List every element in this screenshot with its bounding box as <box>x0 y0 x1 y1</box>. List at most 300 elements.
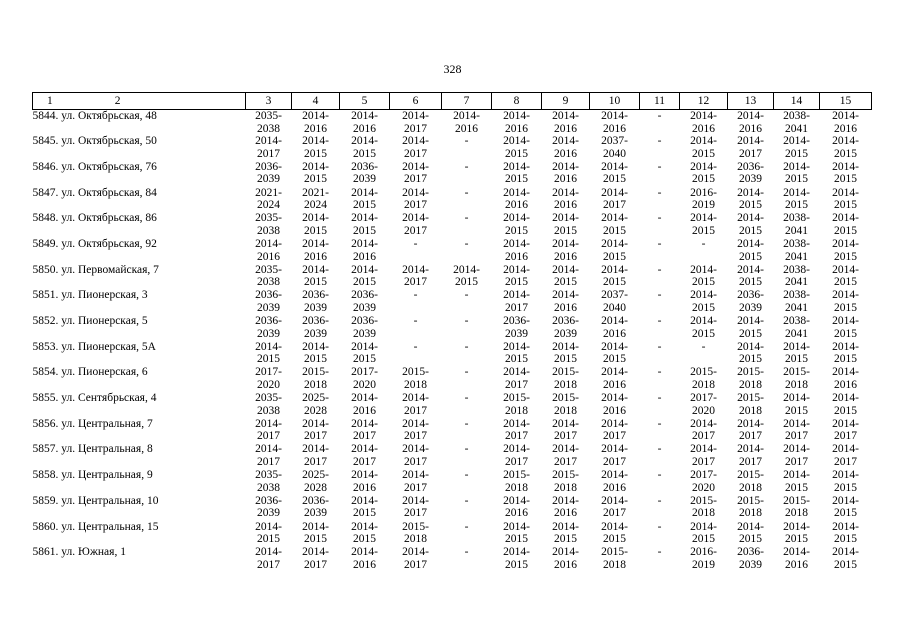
row-number: 5851. <box>32 289 59 302</box>
cell-line-start: 2014- <box>737 520 764 533</box>
value-cell <box>542 264 590 290</box>
cell-line-end: 2015 <box>785 147 808 160</box>
cell-line-end: 2015 <box>505 276 528 289</box>
cell-line-end: 2017 <box>785 430 808 443</box>
value-cell <box>390 546 442 572</box>
cell-line-start: 2014- <box>737 237 764 250</box>
cell-line-end: 2017 <box>785 456 808 469</box>
value-cell <box>246 469 292 495</box>
value-cell <box>774 443 820 469</box>
cell-line-start: 2014- <box>783 546 810 559</box>
value-cell <box>542 495 590 521</box>
cell-line-end: 2015 <box>834 224 857 237</box>
value-cell <box>390 521 442 547</box>
cell-line-end: 2028 <box>304 481 327 494</box>
cell-line-start: 2014- <box>255 443 282 456</box>
row-label <box>33 187 246 213</box>
value-cell <box>340 469 390 495</box>
table-body <box>33 110 872 572</box>
cell-line-start: 2014- <box>402 546 429 559</box>
cell-line-end: 2016 <box>785 558 808 571</box>
value-cell <box>542 341 590 367</box>
cell-line-end <box>442 482 492 495</box>
cell-line-start: 2038- <box>783 263 810 276</box>
value-cell <box>774 521 820 547</box>
cell-line-end: 2015 <box>692 327 715 340</box>
table-row <box>33 161 872 187</box>
cell-line-end <box>640 353 680 366</box>
value-cell <box>340 392 390 418</box>
cell-line-end: 2015 <box>353 507 376 520</box>
cell-line-end: 2020 <box>257 378 280 391</box>
value-cell <box>542 161 590 187</box>
cell-line-start: 2014- <box>503 520 530 533</box>
value-cell <box>774 212 820 238</box>
cell-line-start: 2014- <box>783 443 810 456</box>
row-number: 5849. <box>32 237 59 250</box>
cell-line-end: 2041 <box>785 224 808 237</box>
cell-line-start: 2015- <box>690 494 717 507</box>
row-number: 5859. <box>32 494 59 507</box>
cell-line-end: 2024 <box>304 199 327 212</box>
cell-line-end: 2017 <box>404 558 427 571</box>
value-cell <box>590 546 640 572</box>
cell-line-start: 2014- <box>351 110 378 122</box>
cell-line-end: 2015 <box>834 173 857 186</box>
cell-line-end: 2017 <box>404 199 427 212</box>
cell-line-start: 2035- <box>255 392 282 405</box>
cell-line-end: 2015 <box>505 173 528 186</box>
value-cell <box>292 418 340 444</box>
cell-line-end: 2039 <box>505 327 528 340</box>
value-cell <box>680 315 728 341</box>
value-cell <box>442 187 492 213</box>
value-cell <box>292 161 340 187</box>
cell-line-end: 2016 <box>834 378 857 391</box>
cell-line-start: 2014- <box>503 160 530 173</box>
cell-line-end: 2017 <box>505 378 528 391</box>
value-cell <box>774 315 820 341</box>
cell-line-start: - <box>657 366 662 379</box>
cell-line-start: 2014- <box>601 110 628 122</box>
value-cell <box>292 135 340 161</box>
cell-line-end: 2017 <box>404 507 427 520</box>
header-cell-1-2 <box>33 93 246 110</box>
cell-line-start: - <box>657 263 662 276</box>
cell-line-start: 2014- <box>783 417 810 430</box>
cell-line-start: 2014- <box>783 469 810 482</box>
cell-line-end: 2038 <box>257 276 280 289</box>
table-row <box>33 264 872 290</box>
cell-line-start: 2014- <box>402 469 429 482</box>
value-cell <box>640 418 680 444</box>
cell-line-end <box>640 559 680 572</box>
cell-line-end: 2015 <box>353 276 376 289</box>
cell-line-end: 2039 <box>304 301 327 314</box>
cell-line-start: - <box>657 110 662 122</box>
cell-line-start: 2036- <box>503 315 530 327</box>
cell-line-end: 2015 <box>505 353 528 366</box>
cell-line-start: 2014- <box>552 186 579 199</box>
value-cell <box>292 521 340 547</box>
table-row <box>33 418 872 444</box>
cell-line-end <box>640 379 680 392</box>
value-cell <box>680 187 728 213</box>
value-cell <box>680 495 728 521</box>
cell-line-start: 2014- <box>552 289 579 302</box>
cell-line-start: 2036- <box>737 546 764 559</box>
value-cell <box>640 495 680 521</box>
value-cell <box>640 264 680 290</box>
cell-line-start: 2014- <box>302 135 329 148</box>
cell-line-end: 2017 <box>257 147 280 160</box>
cell-line-end: 2015 <box>554 224 577 237</box>
cell-line-end: 2015 <box>603 353 626 366</box>
table-row <box>33 289 872 315</box>
cell-line-end <box>640 533 680 546</box>
cell-line-end: 2016 <box>554 507 577 520</box>
cell-line-start: 2021- <box>302 186 329 199</box>
cell-line-start: 2014- <box>351 494 378 507</box>
value-cell <box>292 289 340 315</box>
value-cell <box>774 187 820 213</box>
cell-line-end: 2018 <box>404 378 427 391</box>
cell-line-end: 2018 <box>739 404 762 417</box>
value-cell <box>442 495 492 521</box>
value-cell <box>542 238 590 264</box>
cell-line-start: 2014- <box>351 417 378 430</box>
cell-line-start: 2014- <box>690 263 717 276</box>
cell-line-end: 2039 <box>739 558 762 571</box>
value-cell <box>542 469 590 495</box>
cell-line-end: 2040 <box>603 147 626 160</box>
value-cell <box>680 443 728 469</box>
value-cell <box>442 238 492 264</box>
value-cell <box>390 289 442 315</box>
value-cell <box>492 264 542 290</box>
cell-line-start: 2014- <box>832 186 859 199</box>
cell-line-end: 2015 <box>603 224 626 237</box>
cell-line-start: 2014- <box>402 212 429 225</box>
table-row <box>33 546 872 572</box>
cell-line-end: 2016 <box>353 122 376 135</box>
value-cell <box>246 315 292 341</box>
cell-line-end: 2017 <box>404 276 427 289</box>
value-cell <box>492 366 542 392</box>
value-cell <box>492 521 542 547</box>
value-cell <box>640 135 680 161</box>
value-cell <box>442 341 492 367</box>
value-cell <box>340 161 390 187</box>
cell-line-start: 2014- <box>737 340 764 353</box>
value-cell <box>442 521 492 547</box>
row-label <box>33 392 246 418</box>
cell-line-end: 2015 <box>304 533 327 546</box>
cell-line-start: 2015- <box>503 469 530 482</box>
cell-line-start: 2014- <box>402 160 429 173</box>
value-cell <box>390 418 442 444</box>
row-label <box>33 418 246 444</box>
row-label <box>33 546 246 572</box>
cell-line-start: 2014- <box>832 392 859 405</box>
cell-line-start: 2014- <box>402 443 429 456</box>
header-col-11: 11 <box>640 93 680 110</box>
cell-line-end: 2016 <box>353 481 376 494</box>
cell-line-start: 2014- <box>832 212 859 225</box>
value-cell <box>390 495 442 521</box>
row-address: ул. Центральная, 8 <box>61 443 153 456</box>
cell-line-end: 2038 <box>257 224 280 237</box>
value-cell <box>390 238 442 264</box>
cell-line-end <box>640 123 680 136</box>
cell-line-end: 2041 <box>785 301 808 314</box>
value-cell <box>820 443 872 469</box>
cell-line-start: 2038- <box>783 289 810 302</box>
cell-line-start: 2014- <box>351 340 378 353</box>
cell-line-end: 2017 <box>554 430 577 443</box>
cell-line-end: 2016 <box>257 250 280 263</box>
row-number: 5861. <box>32 546 59 559</box>
value-cell <box>492 443 542 469</box>
cell-line-start: 2014- <box>737 135 764 148</box>
cell-line-start: 2014- <box>690 135 717 148</box>
cell-line-start: - <box>464 212 469 225</box>
cell-line-start: - <box>464 443 469 456</box>
cell-line-end: 2041 <box>785 327 808 340</box>
cell-line-start: 2015- <box>302 366 329 379</box>
cell-line-start: 2017- <box>690 392 717 405</box>
cell-line-end: 2015 <box>739 250 762 263</box>
cell-line-end: 2017 <box>603 507 626 520</box>
cell-line-end: 2017 <box>603 456 626 469</box>
cell-line-end: 2041 <box>785 122 808 135</box>
value-cell <box>246 264 292 290</box>
cell-line-end: 2038 <box>257 122 280 135</box>
value-cell <box>442 135 492 161</box>
cell-line-start: 2014- <box>351 392 378 405</box>
header-col-4: 4 <box>292 93 340 110</box>
value-cell <box>820 212 872 238</box>
value-cell <box>640 546 680 572</box>
value-cell <box>492 135 542 161</box>
cell-line-end: 2017 <box>404 122 427 135</box>
cell-line-end: 2018 <box>505 404 528 417</box>
value-cell <box>590 289 640 315</box>
cell-line-end: 2039 <box>739 301 762 314</box>
cell-line-start: 2014- <box>737 443 764 456</box>
value-cell <box>728 315 774 341</box>
cell-line-start: - <box>657 520 662 533</box>
cell-line-start: 2014- <box>832 469 859 482</box>
cell-line-start: 2035- <box>255 110 282 122</box>
value-cell <box>774 469 820 495</box>
cell-line-start: - <box>657 417 662 430</box>
value-cell <box>340 238 390 264</box>
cell-line-start: 2014- <box>255 135 282 148</box>
cell-line-end: 2017 <box>739 430 762 443</box>
cell-line-end: 2015 <box>304 173 327 186</box>
cell-line-start: 2014- <box>302 212 329 225</box>
value-cell <box>680 264 728 290</box>
value-cell <box>820 341 872 367</box>
cell-line-start: 2036- <box>255 494 282 507</box>
cell-line-end: 2015 <box>353 533 376 546</box>
cell-line-end: 2015 <box>304 276 327 289</box>
value-cell <box>340 546 390 572</box>
cell-line-start: 2017- <box>690 469 717 482</box>
cell-line-end: 2017 <box>834 430 857 443</box>
cell-line-end: 2019 <box>692 199 715 212</box>
cell-line-end: 2041 <box>785 250 808 263</box>
value-cell <box>442 315 492 341</box>
row-label <box>33 469 246 495</box>
cell-line-start: 2014- <box>601 417 628 430</box>
cell-line-end: 2015 <box>505 147 528 160</box>
cell-line-start: - <box>464 340 469 353</box>
cell-line-start: - <box>701 237 706 250</box>
value-cell <box>774 495 820 521</box>
schedule-table <box>32 92 872 572</box>
cell-line-end: 2017 <box>404 147 427 160</box>
cell-line-end <box>640 276 680 289</box>
table-row <box>33 469 872 495</box>
cell-line-end: 2039 <box>257 327 280 340</box>
value-cell <box>680 238 728 264</box>
value-cell <box>492 187 542 213</box>
cell-line-end: 2015 <box>739 276 762 289</box>
cell-line-start: 2014- <box>402 186 429 199</box>
value-cell <box>246 289 292 315</box>
cell-line-start: 2014- <box>351 546 378 559</box>
value-cell <box>442 110 492 136</box>
value-cell <box>340 418 390 444</box>
cell-line-start: 2014- <box>552 494 579 507</box>
value-cell <box>820 418 872 444</box>
value-cell <box>640 443 680 469</box>
cell-line-end: 2017 <box>505 430 528 443</box>
cell-line-start: - <box>464 186 469 199</box>
value-cell <box>640 392 680 418</box>
cell-line-start: 2014- <box>690 110 717 122</box>
header-col-7: 7 <box>442 93 492 110</box>
cell-line-start: 2035- <box>255 212 282 225</box>
cell-line-end: 2017 <box>505 456 528 469</box>
cell-line-start: - <box>464 135 469 148</box>
cell-line-end: 2015 <box>505 533 528 546</box>
cell-line-end: 2016 <box>554 250 577 263</box>
cell-line-end: 2039 <box>353 327 376 340</box>
cell-line-end: 2015 <box>353 353 376 366</box>
value-cell <box>728 110 774 136</box>
cell-line-end: 2039 <box>739 173 762 186</box>
header-col-13: 13 <box>728 93 774 110</box>
cell-line-start: 2014- <box>783 160 810 173</box>
value-cell <box>246 238 292 264</box>
cell-line-end: 2039 <box>353 301 376 314</box>
cell-line-start: 2014- <box>552 443 579 456</box>
cell-line-end: 2015 <box>692 533 715 546</box>
cell-line-end <box>442 251 492 264</box>
value-cell <box>590 212 640 238</box>
cell-line-start: 2014- <box>503 289 530 302</box>
cell-line-start: 2036- <box>351 160 378 173</box>
cell-line-start: 2014- <box>302 546 329 559</box>
row-number: 5853. <box>32 340 59 353</box>
value-cell <box>728 238 774 264</box>
value-cell <box>492 392 542 418</box>
value-cell <box>590 110 640 136</box>
row-address: ул. Центральная, 9 <box>61 469 153 482</box>
cell-line-start: - <box>657 160 662 173</box>
table-row <box>33 135 872 161</box>
table-row <box>33 238 872 264</box>
value-cell <box>640 366 680 392</box>
value-cell <box>820 264 872 290</box>
value-cell <box>442 418 492 444</box>
value-cell <box>680 289 728 315</box>
cell-line-start: - <box>657 315 662 327</box>
cell-line-end: 2015 <box>603 173 626 186</box>
value-cell <box>542 135 590 161</box>
cell-line-start: 2025- <box>302 469 329 482</box>
cell-line-start: - <box>657 392 662 405</box>
table-row <box>33 212 872 238</box>
row-label <box>33 238 246 264</box>
cell-line-end <box>442 328 492 341</box>
cell-line-end: 2017 <box>404 430 427 443</box>
value-cell <box>640 289 680 315</box>
value-cell <box>292 366 340 392</box>
value-cell <box>820 366 872 392</box>
value-cell <box>292 341 340 367</box>
cell-line-start: 2014- <box>601 160 628 173</box>
row-label <box>33 212 246 238</box>
cell-line-start: - <box>413 315 418 327</box>
cell-line-start: 2014- <box>351 237 378 250</box>
cell-line-start: 2014- <box>503 237 530 250</box>
cell-line-start: - <box>464 469 469 482</box>
value-cell <box>640 110 680 136</box>
value-cell <box>820 238 872 264</box>
cell-line-end: 2015 <box>554 533 577 546</box>
cell-line-end <box>640 302 680 315</box>
value-cell <box>246 418 292 444</box>
cell-line-start: 2014- <box>552 160 579 173</box>
value-cell <box>340 315 390 341</box>
cell-line-end <box>640 148 680 161</box>
cell-line-start: 2014- <box>601 469 628 482</box>
value-cell <box>390 110 442 136</box>
value-cell <box>492 546 542 572</box>
cell-line-start: 2035- <box>255 263 282 276</box>
value-cell <box>774 110 820 136</box>
cell-line-end: 2018 <box>554 481 577 494</box>
cell-line-start: 2014- <box>503 340 530 353</box>
value-cell <box>728 135 774 161</box>
value-cell <box>246 495 292 521</box>
cell-line-end: 2018 <box>785 378 808 391</box>
cell-line-start: 2014- <box>402 135 429 148</box>
cell-line-start: 2014- <box>503 443 530 456</box>
cell-line-start: 2014- <box>783 186 810 199</box>
cell-line-end: 2018 <box>739 481 762 494</box>
cell-line-end <box>442 148 492 161</box>
cell-line-end: 2039 <box>257 173 280 186</box>
cell-line-end: 2018 <box>739 378 762 391</box>
row-label <box>33 289 246 315</box>
row-address: ул. Сентябрьская, 4 <box>61 392 157 405</box>
cell-line-start: 2015- <box>552 469 579 482</box>
